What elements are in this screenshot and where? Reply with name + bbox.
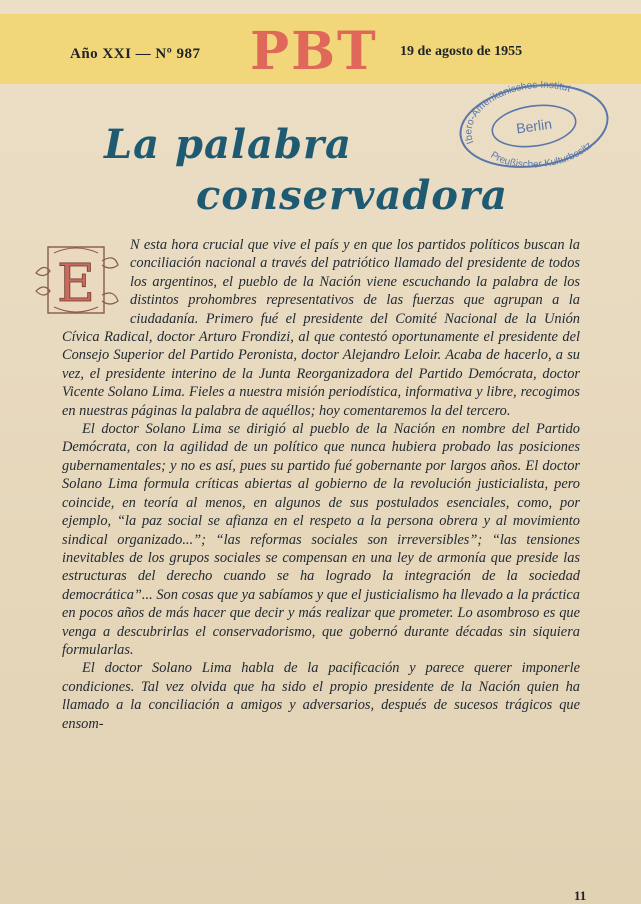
page-number: 11 [574,888,587,903]
stamp-center-text: Berlin [515,115,553,137]
article-paragraph-3: El doctor Solano Lima habla de la pacificación y parece querer imponerle condiciones. Tal vez olvida que ha sido el propio presidente de la Nación quien ha llamado a la conciliación a amigos y adversarios, después de sucesos trágicos que ensom- [62,660,580,732]
article-paragraph-1: N esta hora crucial que vive el país y en que los partidos políticos buscan la conciliación nacional a través del patriótico llamado del presidente de todos los argentinos, el pueblo de la Nación viene escuchando la palabra de los distintos prohombres representativos de las fuerzas que agrupan a la ciudadanía. Primero fué el presidente del Comité Nacional de la Unión Cívica Radical, doctor Arturo Frondizi, al que contestó oportunamente el presidente del Consejo Superior del Partido Peronista, doctor Alejandro Leloir. Acaba de hacerlo, a su vez, el presidente interino de la Junta Reorganizadora del Partido Demócrata, doctor Vicente Solano Lima. Fieles a nuestra misión periodística, informativa y libre, recogimos en nuestras páginas la palabra de aquéllos; hoy comentaremos la del tercero. [62,237,580,419]
issue-number: Año XXI — Nº 987 [70,46,201,62]
library-stamp [450,78,618,174]
article-title-line2: conservadora [196,172,508,219]
article-body [62,236,580,884]
stamp-bottom-text: Preußischer Kulturbesitz [488,140,595,171]
stamp-top-text: Ibero-Amerikanisches Institut [463,79,572,146]
dropcap-space [62,236,130,326]
dropcap-letter: E [57,254,95,314]
article-title-line1: La palabra [104,121,352,168]
issue-date: 19 de agosto de 1955 [400,44,523,59]
article-paragraph-2: El doctor Solano Lima se dirigió al pueblo de la Nación en nombre del Partido Demócrata, con la agilidad de un político que nunca hubiera probado las posiciones gubernamentales; y no es así, pues su partido fué gobernante por largos años. El doctor Solano Lima formula críticas abiertas al gobierno de la revolución justicialista, pero coincide, en teoría al menos, en algunos de sus postulados esenciales, como, por ejemplo, “la paz social se afianza en el respeto a la persona obrera y al movimiento sindical organizado...”; “las reformas sociales son irreversibles”; “las tensiones inevitables de los grupos sociales se compensan en una ley de armonía que preside las estructuras del derecho cuando se ha logrado la integración de la sociedad democrática”... Son cosas que ya sabíamos y que el justicialismo ha llevado a la práctica en pocos años de más hacer que decir y más realizar que prometer. Lo asombroso es que venga a descubrirlas el conservadorismo, que gobernó durante décadas sin siquiera formularlas. [62,421,580,658]
magazine-logo: PBT [250,21,378,82]
